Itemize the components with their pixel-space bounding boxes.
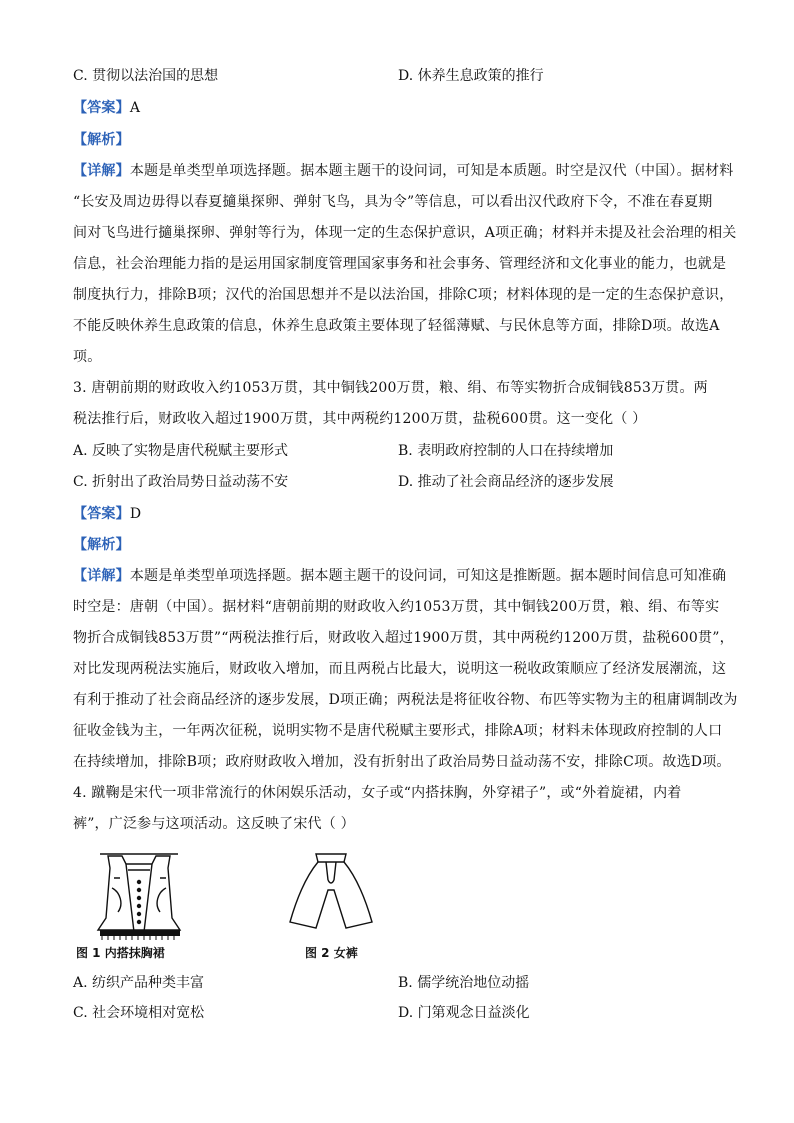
- q4-stem-line: 裤”，广泛参与这项活动。这反映了宋代（ ）: [73, 816, 355, 832]
- q3-option-d[interactable]: D. 推动了社会商品经济的逐步发展: [398, 474, 614, 490]
- q3-stem-line: 税法推行后，财政收入超过1900万贯，其中两税约1200万贯，盐税600贯。这一变化（ ）: [73, 411, 647, 427]
- q3-detail-line: 对比发现两税法实施后，财政收入增加，而且两税占比最大，说明这一税收政策顺应了经济发展潮流，这: [73, 661, 727, 677]
- q3-detail-line: 在持续增加，排除B项；政府财政收入增加，没有折射出了政治局势日益动荡不安，排除C项。故选D项。: [73, 754, 731, 770]
- q3-stem-line: 3. 唐朝前期的财政收入约1053万贯，其中铜钱200万贯，粮、绢、布等实物折合成铜钱853万贯。两: [73, 380, 708, 396]
- q3-option-a[interactable]: A. 反映了实物是唐代税赋主要形式: [73, 443, 289, 459]
- q2-detail-line: “长安及周边毋得以春夏擿巢探卵、弹射飞鸟，具为令”等信息，可以看出汉代政府下令，不准在春夏期: [73, 194, 713, 210]
- answer-value: A: [129, 100, 141, 116]
- figure-skirt-illustration: [90, 848, 188, 940]
- q3-option-c[interactable]: C. 折射出了政治局势日益动荡不安: [73, 474, 289, 490]
- answer-label: 【答案】: [73, 506, 130, 522]
- q2-analysis-label: 【解析】: [73, 132, 130, 148]
- figure1-caption: 图 1 内搭抹胸裙: [76, 946, 165, 960]
- q2-detail-line: 【详解】本题是单类型单项选择题。据本题主题干的设问词，可知是本质题。时空是汉代（中国）。据材料: [73, 163, 734, 179]
- figure2-caption: 图 2 女裤: [305, 946, 358, 960]
- q4-stem-line: 4. 蹴鞠是宋代一项非常流行的休闲娱乐活动，女子或“内搭抹胸，外穿裙子”，或“外着旋裙，内着: [73, 785, 682, 801]
- q2-detail-line: 项。: [73, 349, 102, 365]
- q3-analysis-label: 【解析】: [73, 537, 130, 553]
- q2-detail-line: 间对飞鸟进行擿巢探卵、弹射等行为，体现一定的生态保护意识，A项正确；材料并未提及社会治理的相关: [73, 225, 737, 241]
- detail-label: 【详解】: [73, 163, 130, 179]
- answer-label: 【答案】: [73, 100, 130, 116]
- q2-detail-line: 制度执行力，排除B项；汉代的治国思想并不是以法治国，排除C项；材料体现的是一定的生态保护意识，: [73, 287, 734, 303]
- q3-detail-line: 有利于推动了社会商品经济的逐步发展，D项正确；两税法是将征收谷物、布匹等实物为主的租庸调制改为: [73, 692, 738, 708]
- q2-answer: [73, 98, 140, 118]
- q3-detail-line: 时空是：唐朝（中国）。据材料“唐朝前期的财政收入约1053万贯，其中铜钱200万贯，粮、绢、布等实: [73, 599, 720, 615]
- q3-detail-line: 征收金钱为主，一年两次征税，说明实物不是唐代税赋主要形式，排除A项；材料未体现政府控制的人口: [73, 723, 723, 739]
- answer-value: D: [129, 506, 142, 522]
- q4-option-a[interactable]: A. 纺织产品种类丰富: [73, 975, 205, 991]
- figure-trousers-illustration: [288, 850, 374, 932]
- q4-option-d[interactable]: D. 门第观念日益淡化: [398, 1005, 530, 1021]
- q3-option-b[interactable]: B. 表明政府控制的人口在持续增加: [398, 443, 614, 459]
- q4-option-b[interactable]: B. 儒学统治地位动摇: [398, 975, 530, 991]
- q3-detail-line: 【详解】本题是单类型单项选择题。据本题主题干的设问词，可知这是推断题。据本题时间信息可知准确: [73, 568, 727, 584]
- detail-label: 【详解】: [73, 568, 130, 584]
- q3-detail-line: 物折合成铜钱853万贯”“两税法推行后，财政收入超过1900万贯，其中两税约1200万贯，盐税600贯”，: [73, 630, 734, 646]
- q3-answer: [73, 504, 141, 524]
- q2-option-c[interactable]: C. 贯彻以法治国的思想: [73, 68, 219, 84]
- q2-detail-line: 信息，社会治理能力指的是运用国家制度管理国家事务和社会事务、管理经济和文化事业的能力，也就是: [73, 256, 727, 272]
- q2-option-d[interactable]: D. 休养生息政策的推行: [398, 68, 544, 84]
- q4-option-c[interactable]: C. 社会环境相对宽松: [73, 1005, 205, 1021]
- q2-detail-line: 不能反映休养生息政策的信息，休养生息政策主要体现了轻徭薄赋、与民休息等方面，排除D项。故选A: [73, 318, 720, 334]
